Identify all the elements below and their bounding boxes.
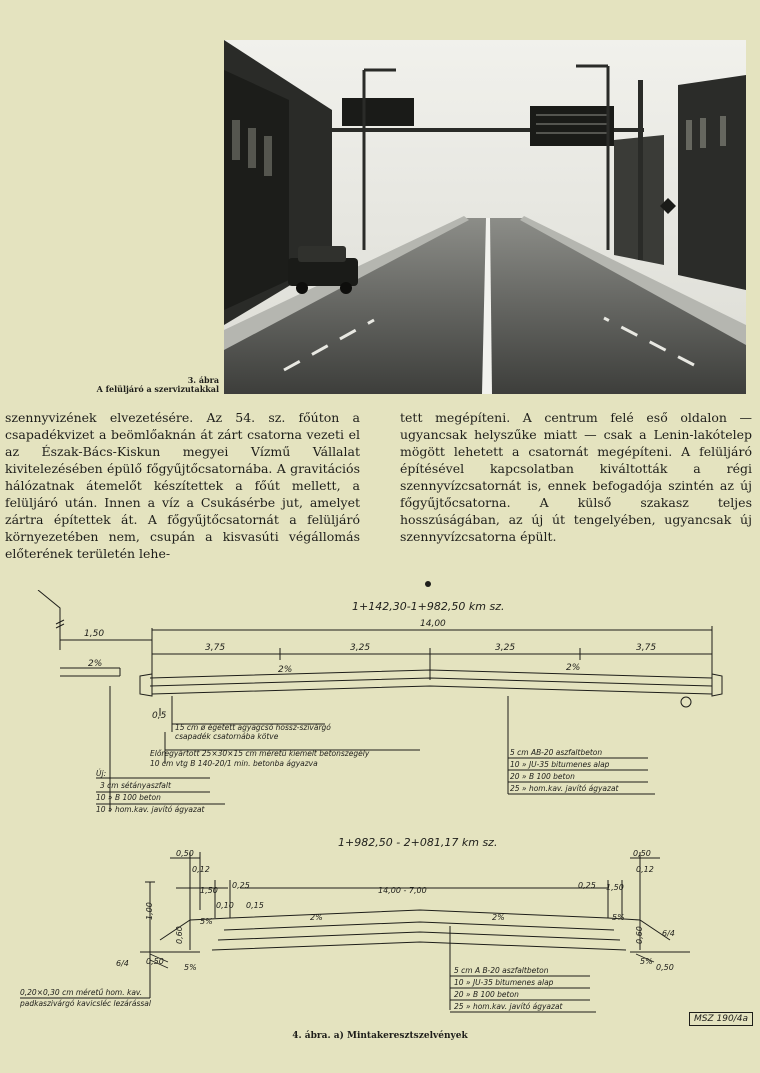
section-b-slope-5-left2: 5% bbox=[184, 963, 197, 972]
section-b-dim-015: 0,15 bbox=[246, 901, 264, 910]
section-a-sidewalk-layer-3: 10 » hom.kav. javító ágyazat bbox=[96, 805, 205, 814]
section-b-slope-5-right2: 5% bbox=[640, 957, 653, 966]
section-a-lane-2: 3,25 bbox=[350, 643, 371, 653]
section-b-dim-050-low-left: 0,50 bbox=[146, 957, 164, 966]
section-b-drain-note-1: 0,20×0,30 cm méretű hom. kav. bbox=[20, 988, 143, 997]
section-b-dim-050-right: 0,50 bbox=[633, 849, 651, 858]
section-a-slope-sidewalk: 2% bbox=[88, 659, 103, 669]
section-b-dim-012-left: 0,12 bbox=[192, 865, 210, 874]
section-b-side-slope-right: 6/4 bbox=[662, 929, 675, 938]
section-b-slope-2-left: 2% bbox=[310, 913, 323, 922]
section-b-height-small-left: 0,60 bbox=[175, 926, 184, 944]
section-b-dim-012-right: 0,12 bbox=[636, 865, 654, 874]
overpass-photo bbox=[224, 40, 746, 394]
section-a-lane-1: 3,75 bbox=[205, 643, 226, 653]
section-b-title: 1+982,50 - 2+081,17 km sz. bbox=[338, 836, 498, 849]
section-a-pavement-layer-3: 20 » B 100 beton bbox=[510, 772, 575, 781]
section-b-dim-150-right: 1,50 bbox=[606, 883, 624, 892]
section-b-pavement-layer-2: 10 » JU-35 bitumenes alap bbox=[454, 978, 554, 987]
section-b-side-slope-left: 6/4 bbox=[116, 959, 129, 968]
section-b-slope-5-left: 5% bbox=[200, 917, 213, 926]
section-b-drain-note-2: padkaszivárgó kavicsléc lezárással bbox=[20, 999, 151, 1008]
section-a-curb-1: Előregyártott 25×30×15 cm méretű kiemelt betonszegély bbox=[150, 749, 370, 758]
section-b-pavement-layer-1: 5 cm A B-20 aszfaltbeton bbox=[454, 966, 549, 975]
section-a-title: 1+142,30-1+982,50 km sz. bbox=[352, 600, 505, 613]
section-a-new-label: Új: bbox=[96, 769, 107, 778]
section-a-sidewalk-layer-2: 10 » B 100 beton bbox=[96, 793, 161, 802]
text-column-left bbox=[5, 409, 360, 562]
photo-caption bbox=[0, 376, 219, 394]
section-a-dim-05: 0,5 bbox=[152, 711, 167, 721]
section-b-dim-150-left: 1,50 bbox=[200, 886, 218, 895]
section-a-drain-2: csapadék csatornába kötve bbox=[175, 732, 279, 741]
section-a-dim-total: 14,00 bbox=[420, 619, 446, 629]
photo-caption-text: A felüljáró a szervizutakkal bbox=[96, 384, 219, 394]
section-a-slope-right: 2% bbox=[566, 663, 581, 673]
section-b-dim-050-low-right: 0,50 bbox=[656, 963, 674, 972]
section-a-slope-left: 2% bbox=[278, 665, 293, 675]
section-b-dim-050-left: 0,50 bbox=[176, 849, 194, 858]
section-b-pavement-layer-4: 25 » hom.kav. javító ágyazat bbox=[454, 1002, 563, 1011]
section-b-dim-025-right: 0,25 bbox=[578, 881, 596, 890]
bullet-dot bbox=[425, 581, 431, 587]
section-b-slope-5-right: 5% bbox=[612, 913, 625, 922]
figure-caption: 4. ábra. a) Mintakeresztszelvények bbox=[292, 1031, 468, 1041]
section-a-pavement-layer-1: 5 cm AB-20 aszfaltbeton bbox=[510, 748, 603, 757]
photo-caption-number: 3. ábra bbox=[187, 375, 219, 385]
section-a-pavement-layer-2: 10 » JU-35 bitumenes alap bbox=[510, 760, 610, 769]
section-a-curb-2: 10 cm vtg B 140-20/1 min. betonba ágyazva bbox=[150, 759, 318, 768]
section-a-dim-left: 1,50 bbox=[84, 629, 105, 639]
section-a-pavement-layer-4: 25 » hom.kav. javító ágyazat bbox=[510, 784, 619, 793]
section-a-sidewalk-layer-1: 3 cm sétányaszfalt bbox=[100, 781, 171, 790]
paragraph-right: tett megépíteni. A centrum felé eső oldalon — ugyancsak helyszűke miatt — csak a Lenin-lakótelep mögött lehetett a csatornát megépíteni. A felüljáró építésével kapcsolatban kiváltották a régi szennyvízcsatornát is, ennek befogadója szintén az új főgyűjtőcsatorna. A külső szakasz teljes hosszúságában, az új út tengelyében, ugyancsak új szennyvízcsatorna épült. bbox=[400, 410, 752, 544]
section-b-dim-025-left: 0,25 bbox=[232, 881, 250, 890]
section-b-height-small-right: 0,60 bbox=[635, 926, 644, 944]
section-a-lane-3: 3,25 bbox=[495, 643, 516, 653]
section-b-dim-width: 14,00 - 7,00 bbox=[378, 886, 427, 895]
paragraph-left: szennyvizének elvezetésére. Az 54. sz. főúton a csapadékvizet a beömlőaknán át zárt csatorna vezeti el az Észak-Bács-Kiskun megyei Vízmű Vállalat kivitelezésében épülő főgyűjtőcsatornába. A gravitációs hálózatnak átemelőt készítettek a főút mellett, a felüljáró után. Innen a víz a Csukásérbe jut, amelyet zártra építettek át. A főgyűjtőcsatornát a felüljáró környezetében nem, csupán a kisvasúti végállomás előterének területén lehe- bbox=[5, 410, 360, 561]
section-b-dim-010: 0,10 bbox=[216, 901, 234, 910]
section-a-drain-1: 15 cm ø égetett agyagcső hossz-szivárgó bbox=[175, 723, 331, 732]
cross-section-drawing bbox=[0, 590, 760, 1030]
section-b-pavement-layer-3: 20 » B 100 beton bbox=[454, 990, 519, 999]
section-b-height-left: 1,00 bbox=[145, 902, 154, 920]
section-b-slope-2-right: 2% bbox=[492, 913, 505, 922]
section-a-lane-4: 3,75 bbox=[636, 643, 657, 653]
standard-code-box: MSZ 190/4a bbox=[689, 1012, 753, 1026]
text-column-right bbox=[400, 409, 752, 545]
